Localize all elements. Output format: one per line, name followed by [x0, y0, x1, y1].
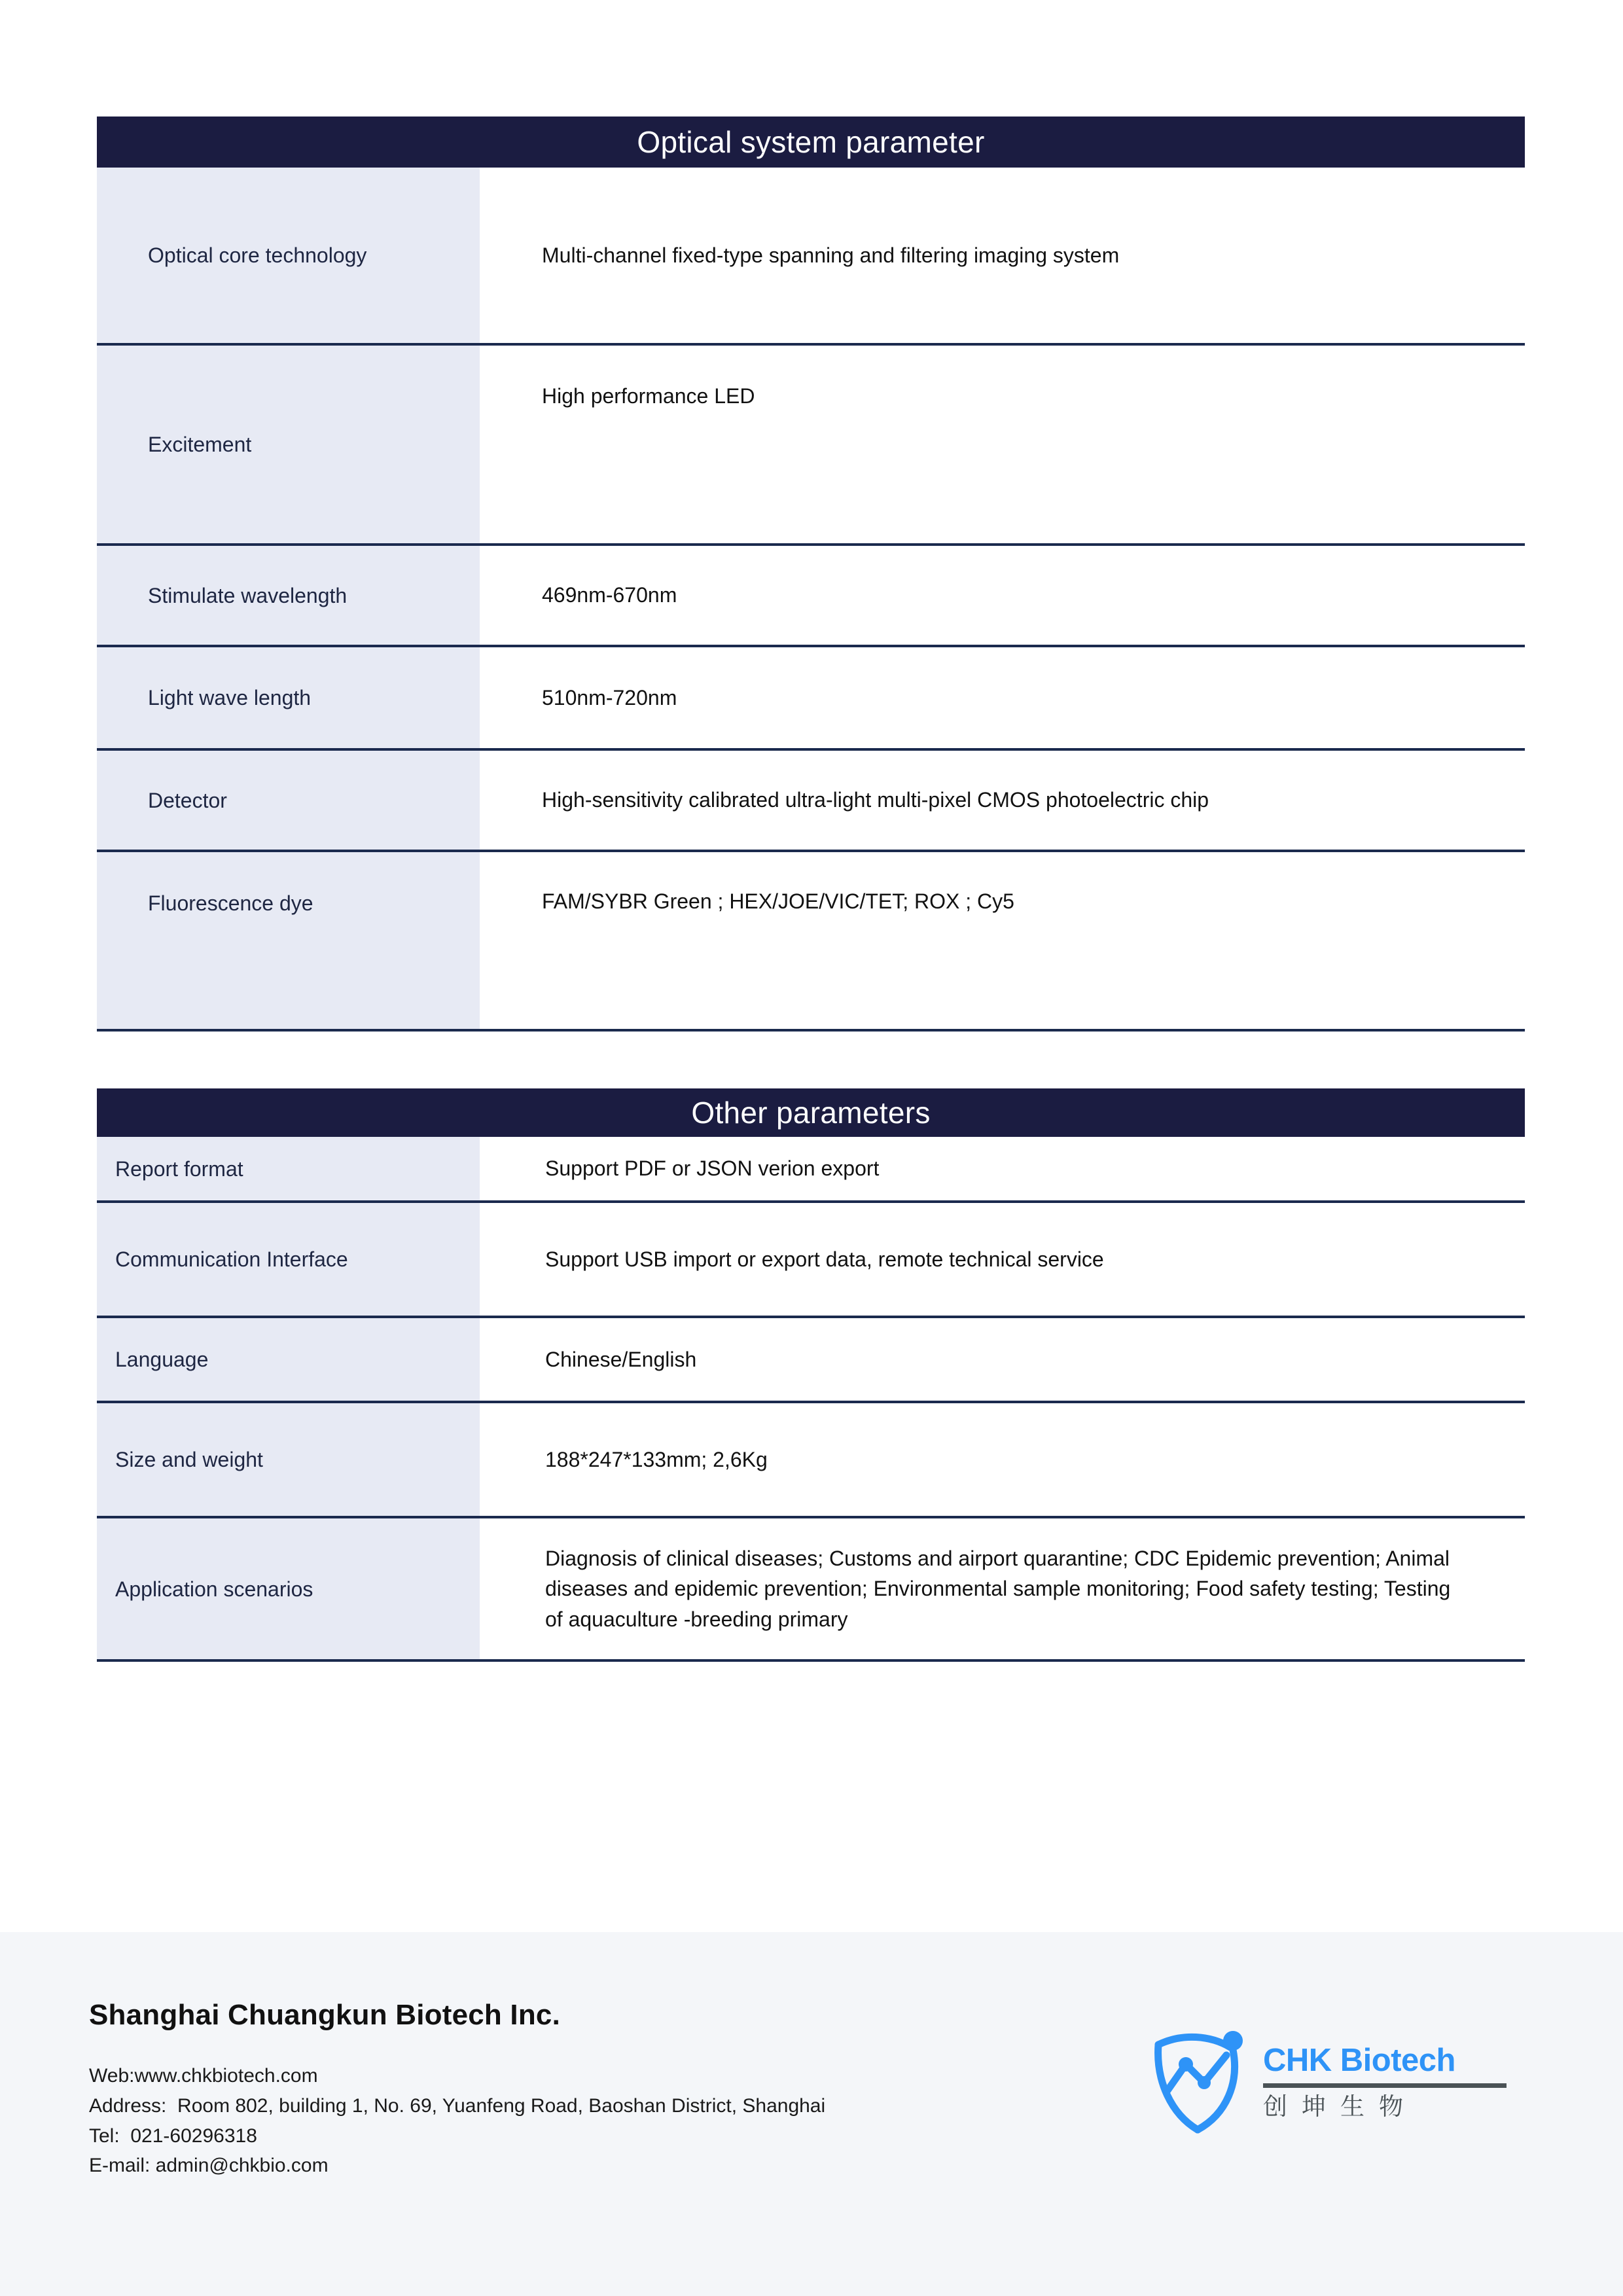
table-row: [97, 546, 1525, 647]
row-label: Stimulate wavelength: [97, 546, 480, 645]
row-label: Size and weight: [97, 1403, 480, 1516]
row-label: Light wave length: [97, 647, 480, 748]
chk-biotech-logo: [1153, 2030, 1520, 2155]
table-title-optical-system: Optical system parameter: [97, 117, 1525, 168]
row-value: Chinese/English: [480, 1318, 1525, 1401]
optical-system-parameter-table: [97, 117, 1525, 1031]
footer-email: E-mail: admin@chkbio.com: [89, 2155, 329, 2177]
table-row: [97, 751, 1525, 852]
row-value: 469nm-670nm: [480, 546, 1525, 645]
row-value: 188*247*133mm; 2,6Kg: [480, 1403, 1525, 1516]
footer-contact-block: [89, 2000, 1202, 2181]
table-row: [97, 1318, 1525, 1403]
logo-name-en: CHK Biotech: [1263, 2043, 1455, 2078]
table-row: [97, 1518, 1525, 1662]
table-row: [97, 1203, 1525, 1318]
row-label: Detector: [97, 751, 480, 850]
table-row: [97, 346, 1525, 546]
row-value: Support PDF or JSON verion export: [480, 1137, 1525, 1200]
row-label: Excitement: [97, 346, 480, 543]
logo-divider: [1263, 2083, 1507, 2088]
table-row: [97, 647, 1525, 751]
table-body-optical-system: [97, 168, 1525, 1031]
shield-chart-icon: [1153, 2030, 1251, 2135]
logo-text: [1263, 2045, 1518, 2121]
row-value-text: Diagnosis of clinical diseases; Customs and airport quarantine; CDC Epidemic prevention; Animal diseases and epidemic prevention; Environmental sample monitoring; Food safety testing; Testing of aquaculture -breeding primary: [545, 1546, 1451, 1631]
footer-tel: Tel: 021-60296318: [89, 2125, 257, 2147]
table-row: [97, 1403, 1525, 1518]
footer-web: Web:www.chkbiotech.com: [89, 2065, 318, 2087]
other-parameters-table: [97, 1088, 1525, 1662]
table-row: [97, 852, 1525, 1031]
row-value: [480, 1518, 1525, 1659]
row-label: Communication Interface: [97, 1203, 480, 1316]
row-value: 510nm-720nm: [480, 647, 1525, 748]
row-label: Optical core technology: [97, 168, 480, 343]
table-body-other-parameters: [97, 1137, 1525, 1662]
row-value: High-sensitivity calibrated ultra-light multi-pixel CMOS photoelectric chip: [480, 751, 1525, 850]
footer-address: Address: Room 802, building 1, No. 69, Yuanfeng Road, Baoshan District, Shanghai: [89, 2094, 826, 2117]
row-value: FAM/SYBR Green ; HEX/JOE/VIC/TET; ROX ; Cy5: [480, 852, 1525, 1029]
table-row: [97, 1137, 1525, 1203]
row-label: Fluorescence dye: [97, 852, 480, 1029]
table-title-other-parameters: Other parameters: [97, 1088, 1525, 1137]
row-value: Multi-channel fixed-type spanning and filtering imaging system: [480, 168, 1525, 343]
logo-name-cn: 创坤生物: [1263, 2092, 1418, 2121]
row-value: High performance LED: [480, 346, 1525, 543]
row-label: Application scenarios: [97, 1518, 480, 1659]
company-name: Shanghai Chuangkun Biotech Inc.: [89, 1999, 561, 2031]
table-row: [97, 168, 1525, 346]
row-label: Report format: [97, 1137, 480, 1200]
row-value: Support USB import or export data, remote technical service: [480, 1203, 1525, 1316]
row-label: Language: [97, 1318, 480, 1401]
